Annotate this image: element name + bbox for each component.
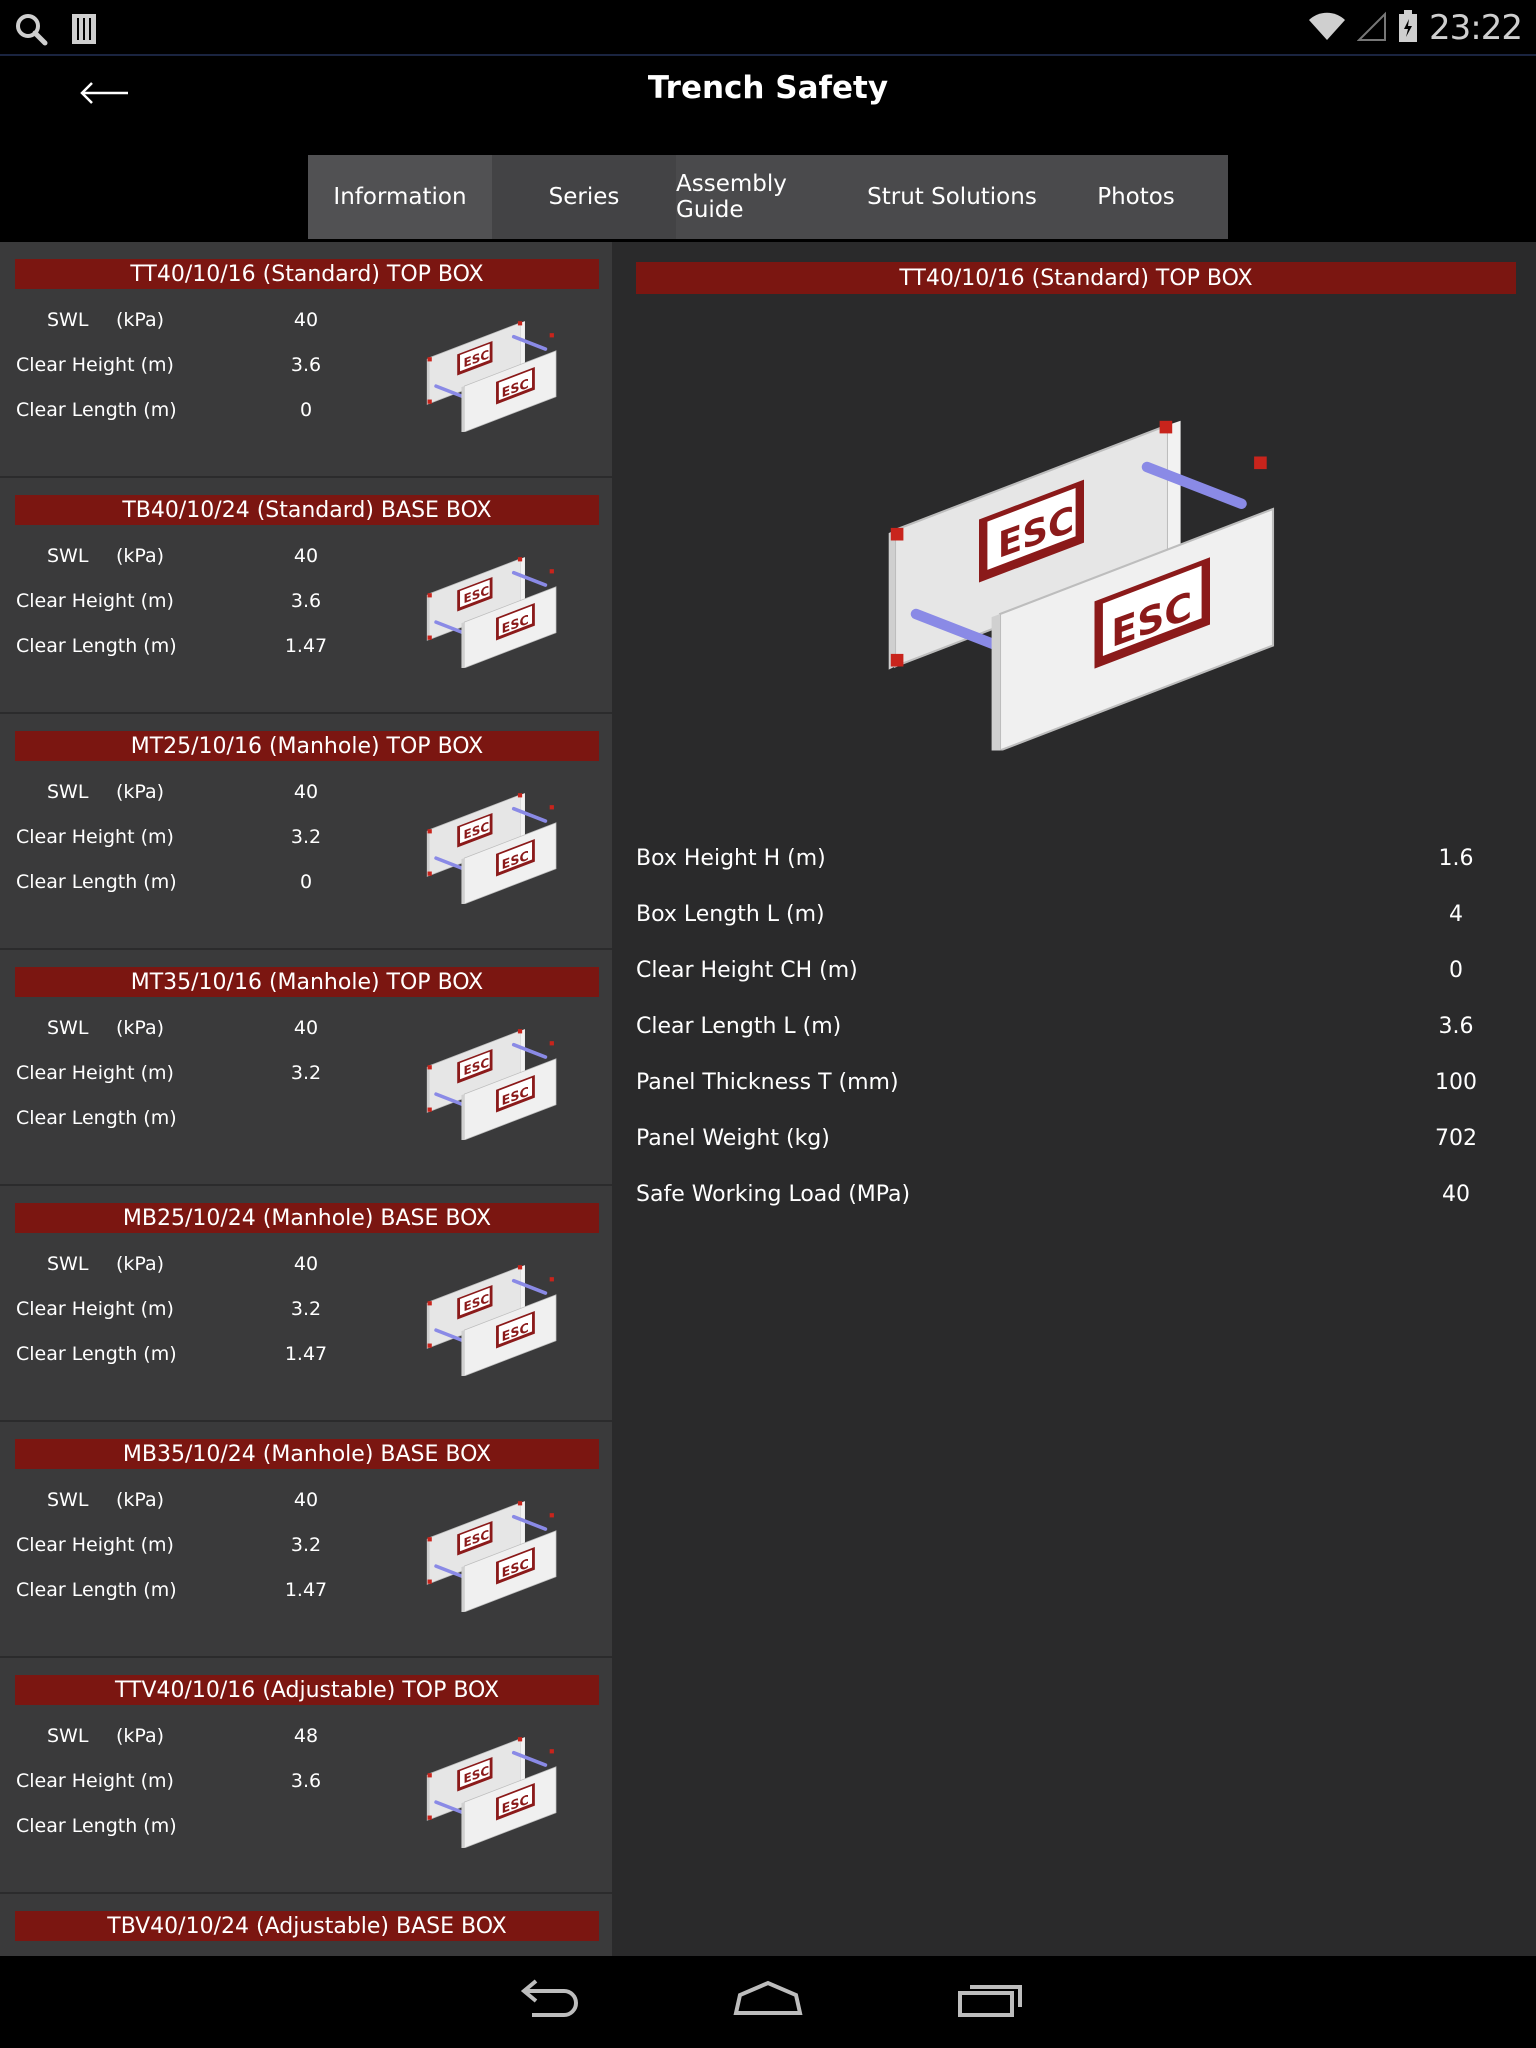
swl-unit: (kPa) — [116, 1253, 165, 1275]
trench-box-thumbnail — [410, 1728, 575, 1848]
swl-row — [0, 781, 340, 811]
swl-row — [0, 1725, 340, 1755]
signal-icon — [1357, 10, 1387, 46]
clear-length-label: Clear Length (m) — [16, 399, 177, 421]
clear-length-value: 1.47 — [284, 1343, 328, 1365]
swl-row — [0, 1017, 340, 1047]
clear-length-row — [0, 635, 340, 665]
detail-label: Clear Length L (m) — [636, 1014, 842, 1039]
clear-height-row — [0, 1062, 340, 1092]
swl-unit: (kPa) — [116, 781, 165, 803]
detail-value: 40 — [1442, 1182, 1470, 1207]
product-detail — [614, 242, 1536, 1956]
trench-box-thumbnail — [410, 312, 575, 432]
clear-length-value: 0 — [299, 871, 313, 893]
clear-height-row — [0, 1770, 340, 1800]
trench-box-thumbnail — [410, 1020, 575, 1140]
product-title: MT25/10/16 (Manhole) TOP BOX — [15, 731, 599, 761]
detail-label: Clear Height CH (m) — [636, 958, 858, 983]
swl-row — [0, 545, 340, 575]
detail-row-panel-weight — [636, 1126, 1496, 1166]
tab-series[interactable]: Series — [492, 155, 676, 239]
nav-back-icon — [516, 1979, 580, 2023]
search-icon — [14, 12, 48, 50]
swl-label: SWL — [47, 309, 89, 331]
product-card[interactable] — [0, 950, 614, 1186]
clear-height-value: 3.6 — [290, 590, 322, 612]
clear-height-label: Clear Height (m) — [16, 1062, 174, 1084]
clear-length-row — [0, 1815, 340, 1845]
tab-photos[interactable]: Photos — [1097, 184, 1175, 210]
swl-value: 40 — [293, 1489, 319, 1511]
product-card[interactable] — [0, 714, 614, 950]
product-card[interactable] — [0, 478, 614, 714]
swl-row — [0, 1489, 340, 1519]
clear-height-value: 3.2 — [290, 826, 322, 848]
swl-value: 48 — [293, 1725, 319, 1747]
clear-height-label: Clear Height (m) — [16, 1534, 174, 1556]
app-header — [0, 56, 1536, 242]
nav-recents-icon — [956, 1979, 1024, 2023]
product-title: TBV40/10/24 (Adjustable) BASE BOX — [15, 1911, 599, 1941]
product-list[interactable] — [0, 242, 614, 1956]
detail-value: 4 — [1449, 902, 1463, 927]
clear-length-label: Clear Length (m) — [16, 1579, 177, 1601]
detail-value: 0 — [1449, 958, 1463, 983]
product-title: MT35/10/16 (Manhole) TOP BOX — [15, 967, 599, 997]
status-bar — [0, 0, 1536, 56]
tab-assembly-guide[interactable]: Assembly Guide — [676, 171, 787, 223]
swl-unit: (kPa) — [116, 1489, 165, 1511]
swl-unit: (kPa) — [116, 545, 165, 567]
detail-value: 100 — [1435, 1070, 1477, 1095]
nav-recents-button[interactable] — [950, 1976, 1030, 2026]
clear-length-value: 0 — [299, 399, 313, 421]
detail-row-clear-height — [636, 958, 1496, 998]
product-card[interactable] — [0, 1658, 614, 1894]
clear-height-value: 3.2 — [290, 1534, 322, 1556]
swl-row — [0, 1253, 340, 1283]
swl-label: SWL — [47, 545, 89, 567]
product-title: TTV40/10/16 (Adjustable) TOP BOX — [15, 1675, 599, 1705]
clear-length-row — [0, 871, 340, 901]
clear-length-row — [0, 399, 340, 429]
swl-label: SWL — [47, 1253, 89, 1275]
detail-label: Panel Thickness T (mm) — [636, 1070, 899, 1095]
clear-height-value: 3.2 — [290, 1062, 322, 1084]
swl-unit: (kPa) — [116, 1725, 165, 1747]
detail-title: TT40/10/16 (Standard) TOP BOX — [636, 262, 1516, 294]
clear-length-row — [0, 1343, 340, 1373]
trench-box-thumbnail — [410, 1492, 575, 1612]
nav-home-icon — [732, 1979, 804, 2023]
detail-label: Box Height H (m) — [636, 846, 826, 871]
detail-row-box-height — [636, 846, 1496, 886]
main-content — [0, 242, 1536, 1956]
product-card[interactable] — [0, 242, 614, 478]
nav-back-button[interactable] — [508, 1976, 588, 2026]
tab-information[interactable]: Information — [308, 155, 492, 239]
status-time: 23:22 — [1429, 8, 1522, 48]
product-card[interactable] — [0, 1894, 614, 1956]
swl-label: SWL — [47, 1017, 89, 1039]
swl-unit: (kPa) — [116, 1017, 165, 1039]
swl-label: SWL — [47, 1725, 89, 1747]
swl-value: 40 — [293, 309, 319, 331]
sim-icon — [70, 12, 98, 50]
detail-label: Box Length L (m) — [636, 902, 825, 927]
clear-height-row — [0, 826, 340, 856]
swl-unit: (kPa) — [116, 309, 165, 331]
product-title: TB40/10/24 (Standard) BASE BOX — [15, 495, 599, 525]
clear-height-label: Clear Height (m) — [16, 1770, 174, 1792]
detail-row-panel-thickness — [636, 1070, 1496, 1110]
detail-value: 3.6 — [1438, 1014, 1474, 1039]
detail-row-box-length — [636, 902, 1496, 942]
detail-row-safe-working-load — [636, 1182, 1496, 1222]
clear-height-value: 3.6 — [290, 1770, 322, 1792]
clear-length-label: Clear Length (m) — [16, 1343, 177, 1365]
clear-height-value: 3.6 — [290, 354, 322, 376]
detail-value: 702 — [1435, 1126, 1477, 1151]
swl-value: 40 — [293, 781, 319, 803]
trench-box-thumbnail — [410, 1256, 575, 1376]
clear-height-label: Clear Height (m) — [16, 826, 174, 848]
detail-label: Panel Weight (kg) — [636, 1126, 830, 1151]
tab-bar — [308, 155, 1228, 239]
clear-length-value: 1.47 — [284, 635, 328, 657]
detail-label: Safe Working Load (MPa) — [636, 1182, 911, 1207]
clear-length-label: Clear Length (m) — [16, 1815, 177, 1837]
product-title: MB25/10/24 (Manhole) BASE BOX — [15, 1203, 599, 1233]
clear-height-row — [0, 354, 340, 384]
product-title: TT40/10/16 (Standard) TOP BOX — [15, 259, 599, 289]
page-title: Trench Safety — [647, 70, 889, 106]
clear-length-label: Clear Length (m) — [16, 1107, 177, 1129]
clear-height-label: Clear Height (m) — [16, 1298, 174, 1320]
trench-box-image — [874, 392, 1294, 752]
trench-box-thumbnail — [410, 784, 575, 904]
clear-length-value: 1.47 — [284, 1579, 328, 1601]
clear-length-label: Clear Length (m) — [16, 871, 177, 893]
swl-value: 40 — [293, 1253, 319, 1275]
system-nav-bar — [0, 1956, 1536, 2048]
clear-length-label: Clear Length (m) — [16, 635, 177, 657]
battery-icon — [1397, 9, 1419, 47]
swl-row — [0, 309, 340, 339]
product-card[interactable] — [0, 1186, 614, 1422]
clear-height-value: 3.2 — [290, 1298, 322, 1320]
clear-height-label: Clear Height (m) — [16, 354, 174, 376]
swl-value: 40 — [293, 545, 319, 567]
clear-height-label: Clear Height (m) — [16, 590, 174, 612]
clear-height-row — [0, 1298, 340, 1328]
tab-strut-solutions[interactable]: Strut Solutions — [867, 184, 1037, 210]
trench-box-thumbnail — [410, 548, 575, 668]
swl-value: 40 — [293, 1017, 319, 1039]
clear-length-row — [0, 1107, 340, 1137]
clear-height-row — [0, 1534, 340, 1564]
wifi-icon — [1307, 10, 1347, 46]
swl-label: SWL — [47, 1489, 89, 1511]
clear-height-row — [0, 590, 340, 620]
swl-label: SWL — [47, 781, 89, 803]
product-card[interactable] — [0, 1422, 614, 1658]
detail-value: 1.6 — [1438, 846, 1474, 871]
product-title: MB35/10/24 (Manhole) BASE BOX — [15, 1439, 599, 1469]
nav-home-button[interactable] — [728, 1976, 808, 2026]
detail-row-clear-length — [636, 1014, 1496, 1054]
clear-length-row — [0, 1579, 340, 1609]
